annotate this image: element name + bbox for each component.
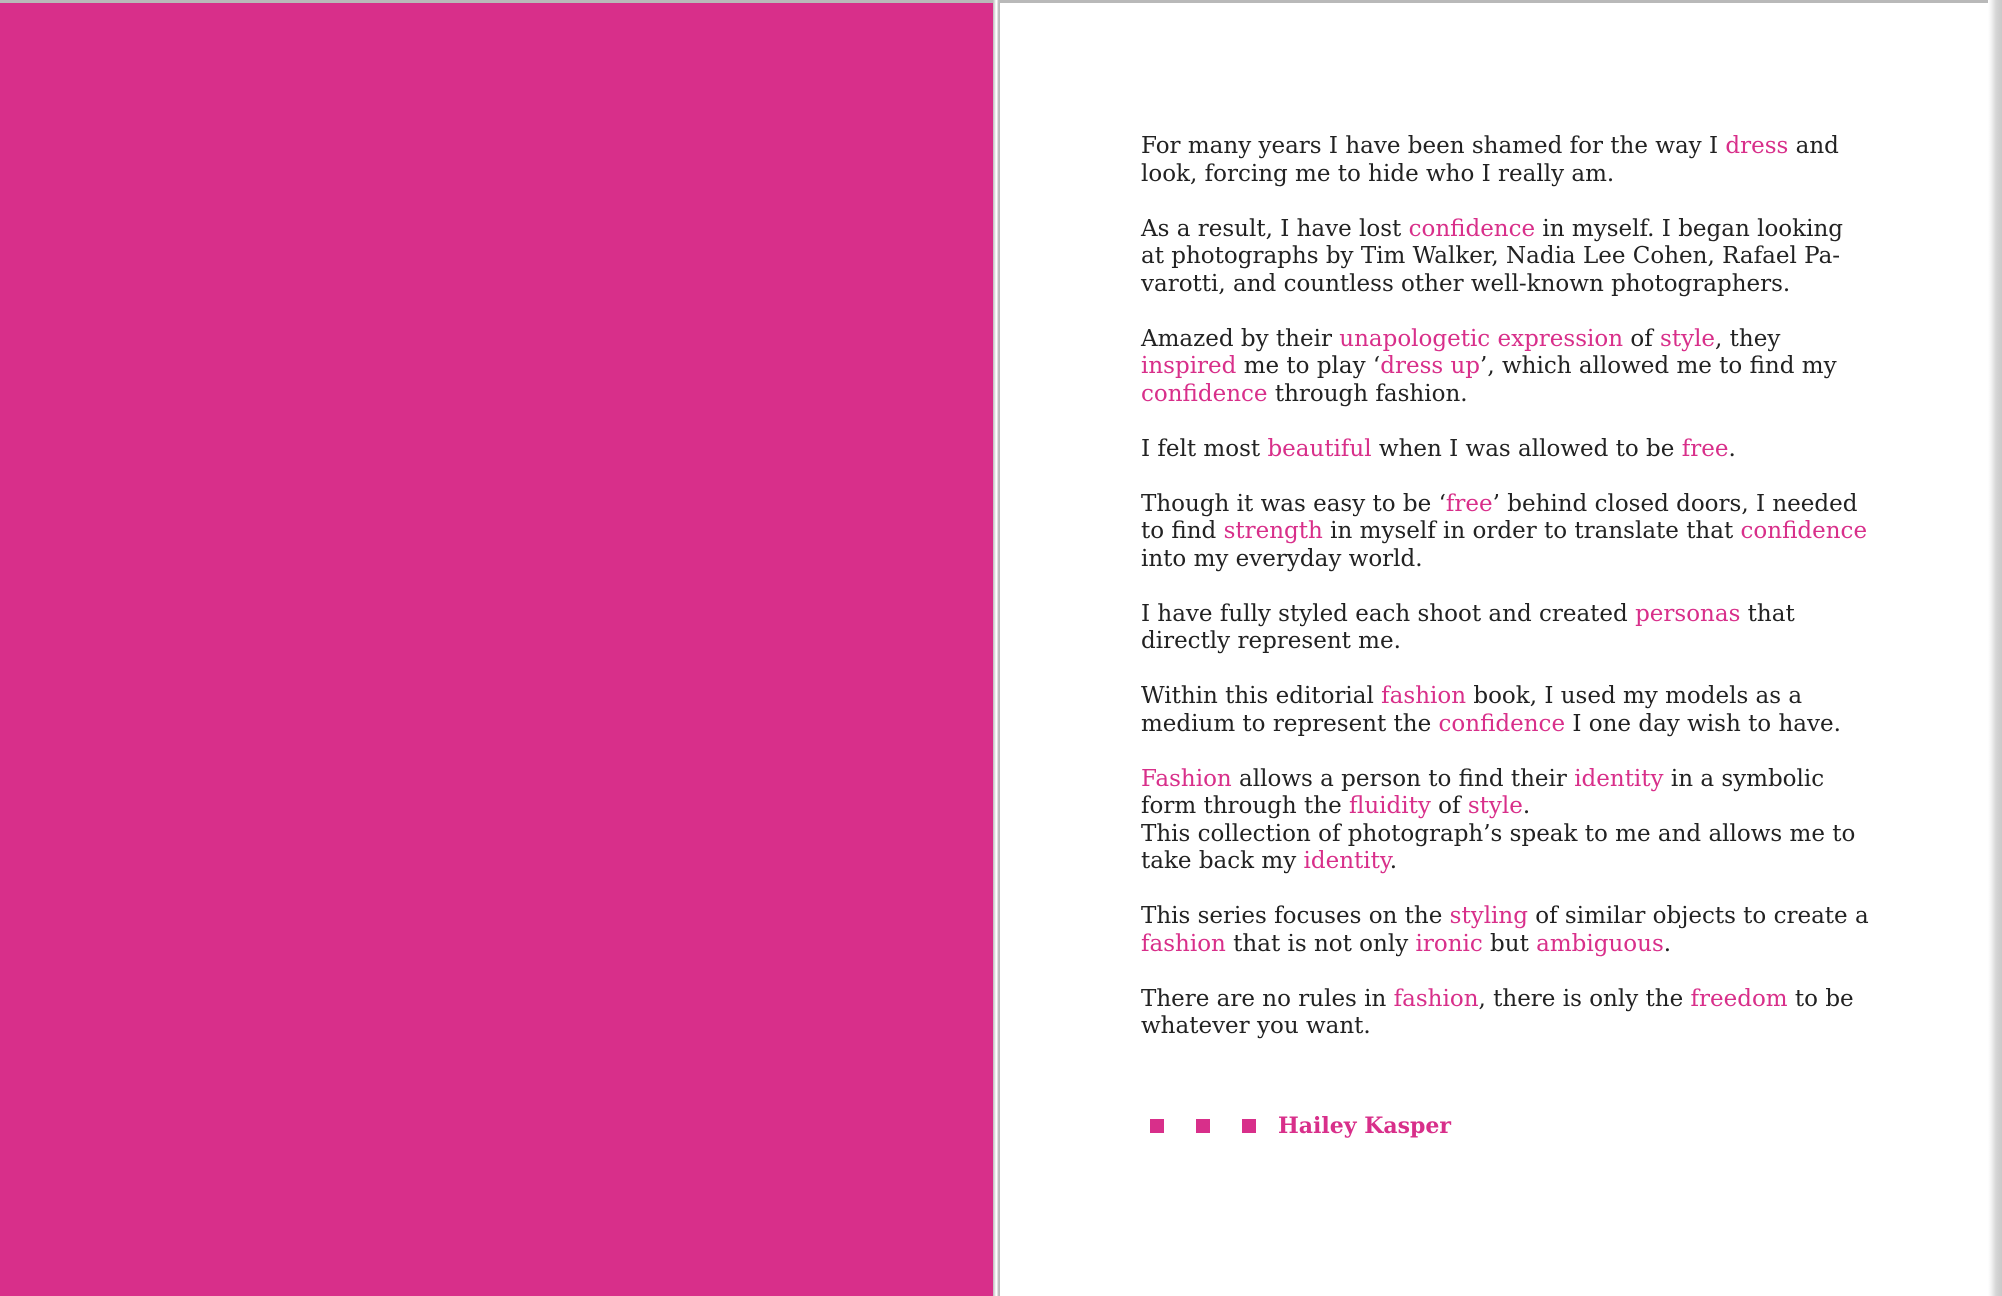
bullet-square-icon (1242, 1119, 1256, 1133)
paragraph (1141, 216, 1901, 299)
highlighted-word: confidence (1438, 710, 1566, 737)
text-line (1141, 133, 1901, 161)
body-text: I have fully styled each shoot and created (1141, 600, 1636, 627)
highlighted-word: ambiguous (1536, 930, 1664, 957)
highlighted-word: free (1681, 435, 1729, 462)
text-line (1141, 766, 1901, 794)
highlighted-word: Fashion (1141, 765, 1232, 792)
body-text: of (1430, 793, 1468, 819)
body-text: into my everyday world. (1141, 545, 1423, 572)
highlighted-word: ironic (1415, 930, 1483, 957)
body-text: when I was allowed to be (1371, 435, 1682, 462)
text-line (1141, 601, 1901, 629)
highlighted-word: fashion (1381, 683, 1467, 709)
body-text: of (1623, 325, 1661, 352)
highlighted-word: fashion (1141, 930, 1226, 957)
body-text: form through the (1141, 793, 1350, 819)
highlighted-word: style (1467, 793, 1523, 819)
right-page-edge-shadow (1988, 0, 2002, 1296)
body-text: and (1788, 133, 1839, 159)
text-line (1141, 711, 1901, 739)
highlighted-word: identity (1574, 765, 1664, 792)
body-text: at photographs by Tim Walker, Nadia Lee Cohen, Rafael Pa- (1141, 243, 1841, 269)
paragraph (1141, 491, 1901, 574)
body-text: I felt most (1141, 435, 1268, 462)
body-text: ’, which allowed me to find my (1480, 353, 1837, 379)
highlighted-word: confidence (1740, 518, 1868, 544)
highlighted-word: strength (1223, 518, 1323, 544)
page-gutter (993, 0, 1000, 1296)
body-text: to find (1141, 518, 1224, 544)
body-text: book, I used my models as a (1466, 683, 1803, 709)
bullet-square-icon (1150, 1119, 1164, 1133)
body-text: , there is only the (1478, 985, 1691, 1012)
body-text: . (1663, 930, 1672, 957)
body-text: but (1482, 930, 1537, 957)
body-text: through fashion. (1267, 380, 1468, 407)
text-line (1141, 353, 1901, 381)
highlighted-word: styling (1449, 903, 1528, 929)
body-text: Amazed by their (1141, 325, 1340, 352)
highlighted-word: personas (1635, 600, 1741, 627)
body-text: directly represent me. (1141, 628, 1401, 654)
highlighted-word: inspired (1141, 353, 1237, 379)
highlighted-word: freedom (1690, 985, 1788, 1012)
text-line (1141, 848, 1901, 876)
body-text: . (1522, 793, 1531, 819)
text-line (1141, 381, 1901, 409)
right-page (1000, 3, 1988, 1296)
body-text: ’ behind closed doors, I needed (1492, 490, 1858, 517)
body-text: to be (1787, 985, 1854, 1012)
highlighted-word: dress up (1380, 353, 1481, 379)
text-line (1141, 931, 1901, 959)
paragraph (1141, 133, 1901, 188)
body-text: This collection of photograph’s speak to me and allows me to (1141, 820, 1856, 847)
body-text: in myself. I began looking (1535, 215, 1843, 242)
text-line (1141, 216, 1901, 244)
body-text: that is not only (1225, 930, 1416, 957)
highlighted-word: free (1445, 490, 1493, 517)
text-line (1141, 518, 1901, 546)
left-page-solid-pink (0, 3, 993, 1296)
body-text: There are no rules in (1141, 985, 1394, 1012)
text-line (1141, 161, 1901, 189)
body-text: me to play ‘ (1236, 353, 1381, 379)
body-text: allows a person to find their (1231, 765, 1575, 792)
body-text: I one day wish to have. (1565, 710, 1841, 737)
text-line (1141, 436, 1901, 464)
paragraph (1141, 326, 1901, 409)
highlighted-word: identity (1303, 848, 1390, 874)
text-line (1141, 326, 1901, 354)
body-text: in a symbolic (1663, 765, 1825, 792)
text-line (1141, 243, 1901, 271)
body-text: , they (1715, 325, 1781, 352)
paragraph (1141, 601, 1901, 656)
paragraph (1141, 683, 1901, 738)
paragraph (1141, 986, 1901, 1041)
body-text: take back my (1141, 848, 1304, 874)
highlighted-word: fluidity (1349, 793, 1431, 819)
text-line (1141, 491, 1901, 519)
paragraph (1141, 766, 1901, 876)
body-text: that (1740, 600, 1795, 627)
body-text: This series focuses on the (1141, 903, 1450, 929)
body-text: . (1728, 435, 1736, 462)
body-text: in myself in order to translate that (1322, 518, 1741, 544)
text-line (1141, 271, 1901, 299)
body-text: of similar objects to create a (1527, 903, 1869, 929)
body-text: medium to represent the (1141, 710, 1439, 737)
body-text: varotti, and countless other well-known photographers. (1141, 270, 1791, 297)
bullet-square-icon (1196, 1119, 1210, 1133)
body-text: whatever you want. (1141, 1013, 1371, 1039)
text-line (1141, 546, 1901, 574)
text-line (1141, 986, 1901, 1014)
body-text: Within this editorial (1141, 683, 1382, 709)
text-line (1141, 903, 1901, 931)
highlighted-word: confidence (1141, 380, 1268, 407)
text-line (1141, 793, 1901, 821)
text-line (1141, 628, 1901, 656)
body-text: . (1389, 848, 1398, 874)
body-text: For many years I have been shamed for the way I (1141, 133, 1726, 159)
text-line (1141, 683, 1901, 711)
paragraph (1141, 903, 1901, 958)
paragraph (1141, 436, 1901, 464)
statement-text (1141, 133, 1901, 1068)
highlighted-word: fashion (1393, 985, 1479, 1012)
body-text: As a result, I have lost (1141, 215, 1409, 242)
text-line (1141, 1013, 1901, 1041)
highlighted-word: style (1660, 325, 1716, 352)
highlighted-word: unapologetic expression (1339, 325, 1624, 352)
highlighted-word: beautiful (1267, 435, 1372, 462)
text-line (1141, 821, 1901, 849)
body-text: Though it was easy to be ‘ (1141, 490, 1446, 517)
body-text: look, forcing me to hide who I really am. (1141, 160, 1615, 187)
highlighted-word: confidence (1408, 215, 1536, 242)
signature (1150, 1106, 1451, 1146)
highlighted-word: dress (1725, 133, 1789, 159)
author-name: Hailey Kasper (1278, 1113, 1451, 1139)
